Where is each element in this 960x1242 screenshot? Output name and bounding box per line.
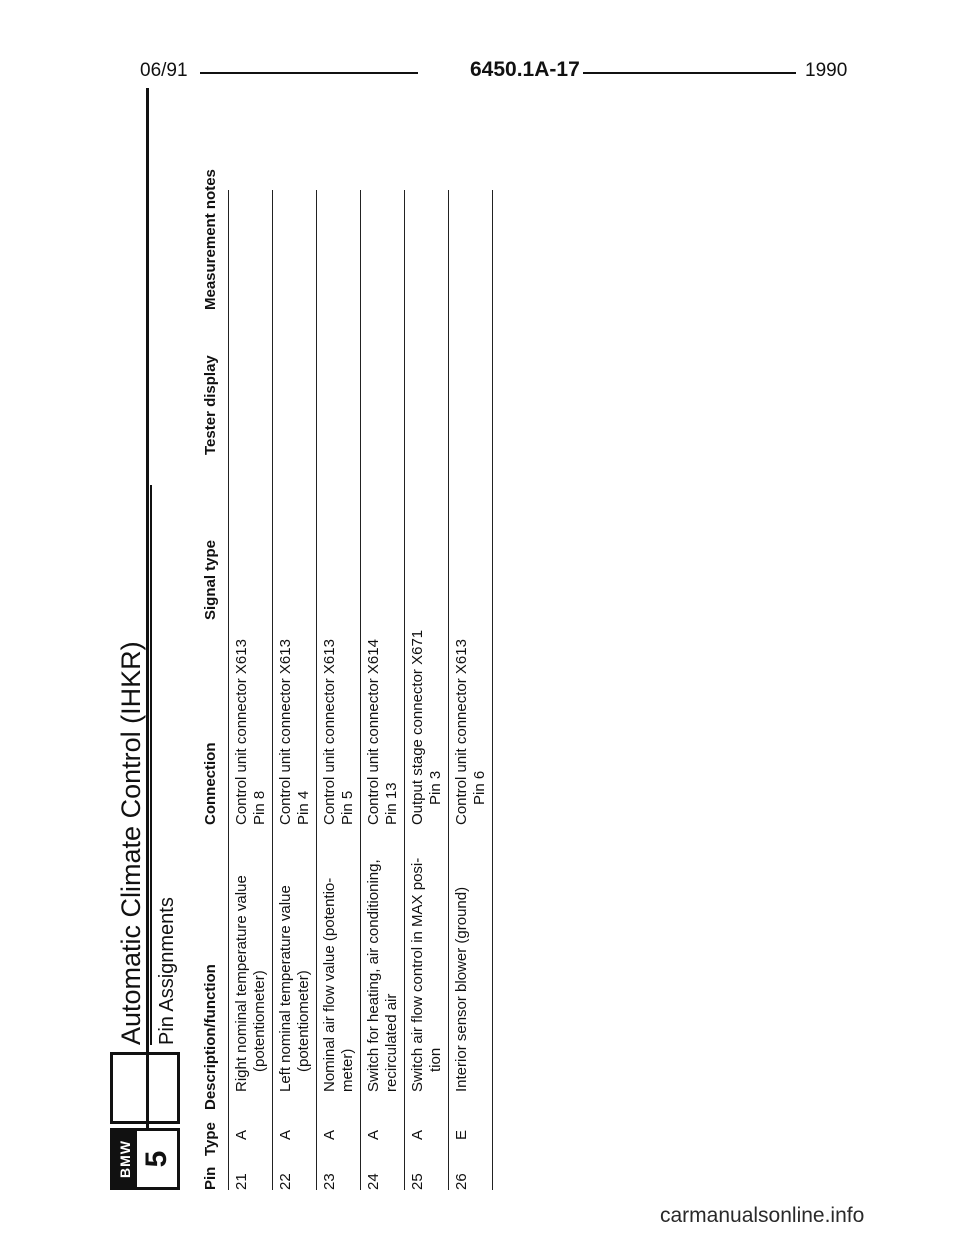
table-cell-description-cont: (potentiometer) xyxy=(251,970,268,1072)
page-number: 6450.1A-17 xyxy=(470,58,580,81)
table-cell-connection: Output stage connector X671 xyxy=(409,629,426,825)
table-cell-connection-pin: Pin 8 xyxy=(251,790,268,825)
header-rule-left xyxy=(200,72,418,74)
title-rule xyxy=(150,485,152,1045)
bmw-series-logo xyxy=(110,1128,180,1190)
section-subtitle: Pin Assignments xyxy=(156,897,178,1045)
table-cell-connection: Control unit connector X614 xyxy=(365,639,382,825)
table-cell-pin: 24 xyxy=(365,1173,382,1190)
table-cell-description: Left nominal temperature value xyxy=(277,885,294,1092)
table-cell-connection-pin: Pin 5 xyxy=(339,790,356,825)
table-cell-connection: Control unit connector X613 xyxy=(277,639,294,825)
table-cell-description-cont: (potentiometer) xyxy=(295,970,312,1072)
logo-empty-box xyxy=(110,1052,180,1124)
table-cell-pin: 25 xyxy=(409,1173,426,1190)
table-row-rule xyxy=(228,190,229,1190)
header-rule-right xyxy=(583,72,796,74)
table-cell-connection-pin: Pin 6 xyxy=(471,770,488,805)
column-header-signal-type: Signal type xyxy=(202,539,219,620)
table-cell-description-cont: tion xyxy=(427,1047,444,1072)
column-header-pin: Pin xyxy=(202,1166,219,1190)
table-cell-description: Interior sensor blower (ground) xyxy=(453,886,470,1092)
table-cell-type: E xyxy=(453,1129,470,1140)
table-cell-type: A xyxy=(233,1129,250,1140)
column-header-connection: Connection xyxy=(202,742,219,825)
table-row-rule xyxy=(360,190,361,1190)
table-row-rule xyxy=(316,190,317,1190)
column-header-tester-display: Tester display xyxy=(202,355,219,455)
site-watermark: carmanualsonline.info xyxy=(660,1204,865,1227)
table-row-rule xyxy=(448,190,449,1190)
table-cell-type: A xyxy=(365,1129,382,1140)
model-year: 1990 xyxy=(805,60,848,81)
table-cell-connection: Control unit connector X613 xyxy=(321,639,338,825)
table-cell-connection-pin: Pin 3 xyxy=(427,770,444,805)
table-row-rule xyxy=(404,190,405,1190)
revision-date: 06/91 xyxy=(140,60,188,81)
table-cell-description: Switch for heating, air conditioning, xyxy=(365,859,382,1092)
table-cell-connection-pin: Pin 4 xyxy=(295,790,312,825)
table-cell-pin: 23 xyxy=(321,1173,338,1190)
column-header-type: Type xyxy=(202,1122,219,1156)
column-header-measurement-notes: Measurement notes xyxy=(202,169,219,310)
table-row-rule xyxy=(272,190,273,1190)
table-cell-description: Switch air flow control in MAX posi- xyxy=(409,857,426,1092)
logo-series: 5 xyxy=(140,1150,173,1168)
table-cell-description: Nominal air flow value (potentio- xyxy=(321,877,338,1092)
table-cell-connection: Control unit connector X613 xyxy=(233,639,250,825)
table-cell-type: A xyxy=(277,1129,294,1140)
document-title: Automatic Climate Control (IHKR) xyxy=(116,641,146,1045)
table-cell-type: A xyxy=(321,1129,338,1140)
table-cell-connection: Control unit connector X613 xyxy=(453,639,470,825)
table-cell-description: Right nominal temperature value xyxy=(233,875,250,1092)
table-cell-pin: 21 xyxy=(233,1173,250,1190)
table-cell-description-cont: recirculated air xyxy=(383,993,400,1092)
table-cell-description-cont: meter) xyxy=(339,1048,356,1092)
table-row-rule xyxy=(492,190,493,1190)
table-cell-connection-pin: Pin 13 xyxy=(383,782,400,825)
table-cell-pin: 22 xyxy=(277,1173,294,1190)
column-header-description: Description/function xyxy=(202,964,219,1110)
table-cell-type: A xyxy=(409,1129,426,1140)
table-cell-pin: 26 xyxy=(453,1173,470,1190)
rotated-page-body xyxy=(110,80,510,1190)
logo-brand: BMW xyxy=(113,1131,137,1187)
